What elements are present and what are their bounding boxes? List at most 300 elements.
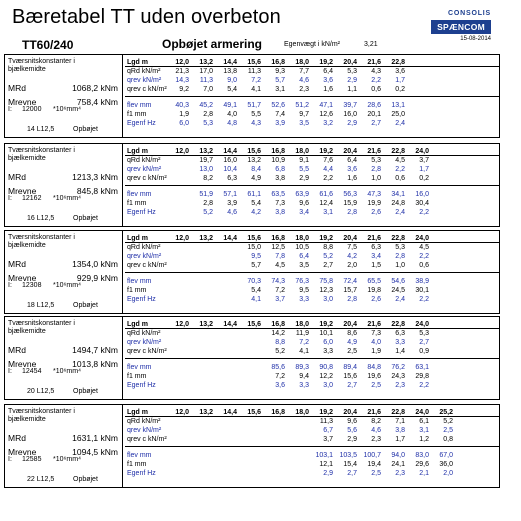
span-length-cell: 18,0: [295, 148, 309, 155]
egenf-label: Egenf Hz: [127, 296, 156, 303]
qrd-cell: 4,3: [371, 68, 381, 75]
inertia-label: I:: [8, 368, 12, 375]
egenf-row: [125, 381, 499, 390]
egenf-cell: 4,1: [251, 296, 261, 303]
inertia-unit: *10⁶mm⁴: [53, 106, 82, 113]
flev-cell: 16,0: [415, 191, 429, 198]
qrd-cell: 5,3: [395, 244, 405, 251]
section-constants-heading: Tværsnitskonstanter i: [8, 58, 75, 65]
qrevc-cell: 4,1: [251, 86, 261, 93]
qrev-row: [125, 165, 499, 174]
qrev-cell: 2,7: [419, 339, 429, 346]
mrevne-value: 1013,8 kNm: [72, 359, 118, 369]
flev-cell: 56,3: [343, 191, 357, 198]
mrd-label: MRd: [8, 172, 26, 182]
qrevc-cell: 2,3: [371, 436, 381, 443]
section-constants-panel: [5, 144, 123, 226]
flev-cell: 34,1: [391, 191, 405, 198]
span-length-cell: 14,4: [223, 59, 237, 66]
span-length-cell: 15,6: [247, 148, 261, 155]
inertia-unit: *10⁶mm⁴: [53, 282, 82, 289]
qrev-cell: 2,5: [443, 427, 453, 434]
qrd-cell: 7,7: [299, 68, 309, 75]
span-length-cell: 22,8: [391, 59, 405, 66]
span-length-cell: 19,2: [319, 148, 333, 155]
f1-cell: 5,4: [251, 287, 261, 294]
egenf-cell: 2,0: [443, 470, 453, 477]
flev-cell: 85,6: [271, 364, 285, 371]
logo-spaencom-text: SPÆNCOM: [431, 20, 491, 34]
qrd-cell: 5,3: [371, 157, 381, 164]
span-length-cell: 25,2: [439, 409, 453, 416]
qrevc-cell: 1,4: [395, 348, 405, 355]
egenf-label: Egenf Hz: [127, 209, 156, 216]
inertia-label: I:: [8, 456, 12, 463]
egenf-cell: 2,2: [419, 209, 429, 216]
qrd-cell: 8,6: [347, 330, 357, 337]
f1-cell: 12,6: [319, 111, 333, 118]
qrd-row: [125, 417, 499, 426]
mrd-label: MRd: [8, 345, 26, 355]
qrd-cell: 19,7: [199, 157, 213, 164]
flev-cell: 63,1: [415, 364, 429, 371]
qrevc-cell: 5,2: [275, 348, 285, 355]
load-values-panel: [125, 231, 499, 313]
qrevc-cell: 0,8: [443, 436, 453, 443]
section-constants-panel: [5, 317, 123, 399]
egenf-cell: 2,7: [371, 120, 381, 127]
span-length-cell: 24,0: [415, 148, 429, 155]
span-length-cell: 18,0: [295, 235, 309, 242]
inertia-unit: *10⁶mm⁴: [53, 456, 82, 463]
inertia-value: 12000: [22, 106, 42, 113]
qrevc-cell: 2,0: [347, 262, 357, 269]
section-constants-panel: [5, 231, 123, 313]
qrev-cell: 2,2: [395, 166, 405, 173]
f1-cell: 7,4: [275, 111, 285, 118]
qrev-cell: 3,6: [347, 166, 357, 173]
flev-cell: 76,3: [295, 278, 309, 285]
group-divider: [125, 185, 499, 186]
qrev-cell: 3,6: [323, 77, 333, 84]
egenf-cell: 2,4: [395, 209, 405, 216]
f1-cell: 36,0: [439, 461, 453, 468]
strand-code: 16 L12,5: [27, 215, 55, 222]
f1-cell: 12,1: [319, 461, 333, 468]
flev-cell: 76,2: [391, 364, 405, 371]
strand-type: Opbøjet: [73, 302, 98, 309]
mrd-label: MRd: [8, 433, 26, 443]
qrev-label: qrev kN/m²: [127, 427, 162, 434]
qrev-row: [125, 252, 499, 261]
span-length-cell: 18,0: [295, 59, 309, 66]
qrev-cell: 7,8: [275, 253, 285, 260]
qrevc-cell: 1,0: [371, 175, 381, 182]
f1-cell: 19,9: [367, 200, 381, 207]
qrev-cell: 5,5: [299, 166, 309, 173]
span-length-cell: 16,8: [271, 235, 285, 242]
egenf-cell: 3,6: [275, 382, 285, 389]
section-constants-panel: [5, 405, 123, 487]
mrd-value: 1494,7 kNm: [72, 345, 118, 355]
qrev-row: [125, 426, 499, 435]
flev-cell: 74,3: [271, 278, 285, 285]
mrevne-label: Mrevne: [8, 359, 37, 369]
egenf-cell: 5,3: [203, 120, 213, 127]
qrd-cell: 5,2: [443, 418, 453, 425]
flev-label: flev mm: [127, 364, 152, 371]
qrevc-cell: 5,7: [251, 262, 261, 269]
egenf-cell: 3,7: [275, 296, 285, 303]
qrevc-row: [125, 435, 499, 444]
qrevc-row: [125, 261, 499, 270]
qrd-cell: 9,6: [347, 418, 357, 425]
mrd-value: 1354,0 kNm: [72, 259, 118, 269]
qrev-cell: 7,2: [251, 77, 261, 84]
qrev-cell: 2,9: [347, 77, 357, 84]
load-values-panel: [125, 144, 499, 226]
qrevc-cell: 0,9: [419, 348, 429, 355]
qrev-cell: 10,4: [223, 166, 237, 173]
egenf-cell: 2,4: [395, 296, 405, 303]
f1-cell: 5,4: [251, 200, 261, 207]
egenf-cell: 3,0: [323, 382, 333, 389]
f1-cell: 19,4: [367, 461, 381, 468]
span-length-cell: 21,6: [367, 148, 381, 155]
qrev-cell: 3,8: [395, 427, 405, 434]
span-length-cell: 21,6: [367, 59, 381, 66]
span-length-label: Lgd m: [127, 321, 148, 328]
qrd-cell: 5,3: [347, 68, 357, 75]
strand-type: Opbøjet: [73, 476, 98, 483]
qrevc-cell: 0,2: [395, 86, 405, 93]
qrev-cell: 7,2: [299, 339, 309, 346]
f1-row: [125, 460, 499, 469]
span-length-cell: 20,4: [343, 235, 357, 242]
span-length-cell: 13,2: [199, 409, 213, 416]
qrev-cell: 11,3: [199, 77, 213, 84]
egenf-cell: 5,2: [203, 209, 213, 216]
qrd-cell: 8,2: [371, 418, 381, 425]
span-length-cell: 16,8: [271, 321, 285, 328]
load-table-block: [4, 316, 500, 400]
qrevc-cell: 6,3: [227, 175, 237, 182]
qrd-row: [125, 156, 499, 165]
span-length-cell: 19,2: [319, 321, 333, 328]
inertia-label: I:: [8, 106, 12, 113]
span-length-cell: 12,0: [175, 59, 189, 66]
span-length-label: Lgd m: [127, 148, 148, 155]
flev-cell: 57,1: [223, 191, 237, 198]
strand-code: 22 L12,5: [27, 476, 55, 483]
qrev-cell: 5,6: [347, 427, 357, 434]
mrd-value: 1631,1 kNm: [72, 433, 118, 443]
flev-cell: 38,9: [415, 278, 429, 285]
qrev-cell: 4,2: [347, 253, 357, 260]
f1-row: [125, 199, 499, 208]
span-length-cell: 12,0: [175, 235, 189, 242]
span-length-cell: 22,8: [391, 409, 405, 416]
qrev-cell: 3,4: [371, 253, 381, 260]
inertia-unit: *10⁶mm⁴: [53, 195, 82, 202]
mrevne-label: Mrevne: [8, 273, 37, 283]
inertia-value: 12162: [22, 195, 42, 202]
mrevne-value: 1094,5 kNm: [72, 447, 118, 457]
span-length-cell: 12,0: [175, 321, 189, 328]
qrevc-cell: 2,5: [347, 348, 357, 355]
qrevc-cell: 1,6: [323, 86, 333, 93]
section-constants-subheading: bjælkemidte: [8, 328, 46, 335]
f1-cell: 12,4: [319, 200, 333, 207]
qrd-cell: 6,3: [371, 244, 381, 251]
qrd-cell: 13,8: [223, 68, 237, 75]
load-values-panel: [125, 55, 499, 137]
flev-row: [125, 277, 499, 286]
inertia-value: 12454: [22, 368, 42, 375]
egenf-cell: 2,4: [395, 120, 405, 127]
qrd-cell: 8,8: [323, 244, 333, 251]
egenf-cell: 3,3: [299, 382, 309, 389]
flev-label: flev mm: [127, 102, 152, 109]
egenf-cell: 2,9: [323, 470, 333, 477]
flev-label: flev mm: [127, 452, 152, 459]
egenf-cell: 3,3: [299, 296, 309, 303]
qrev-cell: 6,8: [275, 166, 285, 173]
qrd-cell: 10,9: [271, 157, 285, 164]
strand-code: 14 L12,5: [27, 126, 55, 133]
f1-cell: 15,7: [343, 287, 357, 294]
qrev-cell: 3,1: [419, 427, 429, 434]
span-length-cell: 18,0: [295, 321, 309, 328]
flev-cell: 90,8: [319, 364, 333, 371]
flev-cell: 103,5: [339, 452, 357, 459]
qrd-cell: 14,2: [271, 330, 285, 337]
span-length-cell: 14,4: [223, 321, 237, 328]
f1-cell: 2,8: [203, 111, 213, 118]
egenf-cell: 4,6: [227, 209, 237, 216]
mrevne-value: 758,4 kNm: [76, 97, 118, 107]
section-constants-subheading: bjælkemidte: [8, 242, 46, 249]
egenf-cell: 3,8: [275, 209, 285, 216]
qrd-cell: 9,3: [275, 68, 285, 75]
qrev-cell: 1,7: [419, 166, 429, 173]
qrd-cell: 6,3: [395, 330, 405, 337]
qrevc-cell: 4,5: [275, 262, 285, 269]
qrev-label: qrev kN/m²: [127, 339, 162, 346]
span-length-cell: 14,4: [223, 409, 237, 416]
qrev-cell: 9,0: [227, 77, 237, 84]
flev-cell: 47,1: [319, 102, 333, 109]
flev-cell: 89,4: [343, 364, 357, 371]
f1-cell: 9,7: [299, 111, 309, 118]
f1-cell: 15,6: [343, 373, 357, 380]
mrevne-value: 845,8 kNm: [76, 186, 118, 196]
egenf-cell: 2,3: [395, 470, 405, 477]
egenf-cell: 3,2: [323, 120, 333, 127]
qrd-cell: 15,0: [247, 244, 261, 251]
span-length-cell: 15,6: [247, 321, 261, 328]
qrd-cell: 11,3: [247, 68, 261, 75]
qrd-cell: 6,4: [323, 68, 333, 75]
f1-label: f1 mm: [127, 373, 147, 380]
qrd-cell: 5,3: [419, 330, 429, 337]
strand-code: 20 L12,5: [27, 388, 55, 395]
flev-cell: 49,1: [223, 102, 237, 109]
span-length-cell: 21,6: [367, 409, 381, 416]
strand-code: 18 L12,5: [27, 302, 55, 309]
f1-cell: 1,9: [179, 111, 189, 118]
span-length-cell: 19,2: [319, 235, 333, 242]
f1-cell: 16,0: [343, 111, 357, 118]
span-length-cell: 16,8: [271, 409, 285, 416]
f1-row: [125, 286, 499, 295]
qrd-cell: 21,3: [175, 68, 189, 75]
egenf-cell: 3,9: [275, 120, 285, 127]
flev-label: flev mm: [127, 191, 152, 198]
qrd-cell: 3,6: [395, 68, 405, 75]
flev-cell: 61,6: [319, 191, 333, 198]
mrd-value: 1068,2 kNm: [72, 83, 118, 93]
span-length-cell: 21,6: [367, 321, 381, 328]
qrev-label: qrev kN/m²: [127, 77, 162, 84]
strand-type: Opbøjet: [73, 126, 98, 133]
qrevc-row: [125, 174, 499, 183]
qrevc-cell: 7,0: [203, 86, 213, 93]
f1-cell: 20,1: [367, 111, 381, 118]
qrevc-cell: 0,6: [419, 262, 429, 269]
egenf-cell: 3,4: [299, 209, 309, 216]
flev-cell: 103,1: [315, 452, 333, 459]
f1-cell: 30,4: [415, 200, 429, 207]
span-length-cell: 16,8: [271, 148, 285, 155]
span-length-cell: 13,2: [199, 321, 213, 328]
qrevc-label: qrev c kN/m²: [127, 86, 167, 93]
flev-cell: 61,1: [247, 191, 261, 198]
qrev-cell: 2,8: [395, 253, 405, 260]
qrevc-cell: 0,2: [419, 175, 429, 182]
flev-cell: 51,9: [199, 191, 213, 198]
qrevc-cell: 2,2: [323, 175, 333, 182]
qrev-label: qrev kN/m²: [127, 253, 162, 260]
egenf-cell: 2,2: [419, 296, 429, 303]
flev-cell: 39,7: [343, 102, 357, 109]
span-length-cell: 22,8: [391, 148, 405, 155]
qrd-cell: 16,0: [223, 157, 237, 164]
f1-cell: 24,5: [391, 287, 405, 294]
qrevc-cell: 5,4: [227, 86, 237, 93]
qrd-label: qRd kN/m²: [127, 330, 161, 337]
qrev-cell: 2,2: [371, 77, 381, 84]
qrd-cell: 11,9: [295, 330, 309, 337]
section-constants-heading: Tværsnitskonstanter i: [8, 147, 75, 154]
section-constants-subheading: bjælkemidte: [8, 416, 46, 423]
mrd-label: MRd: [8, 83, 26, 93]
qrevc-cell: 3,5: [299, 262, 309, 269]
f1-cell: 9,6: [299, 200, 309, 207]
flev-cell: 47,3: [367, 191, 381, 198]
consolis-spaencom-logo: [423, 10, 491, 35]
flev-label: flev mm: [127, 278, 152, 285]
span-length-cell: 15,6: [247, 409, 261, 416]
egenf-cell: 2,5: [371, 470, 381, 477]
load-table-block: [4, 54, 500, 138]
egenf-cell: 6,0: [179, 120, 189, 127]
section-constants-heading: Tværsnitskonstanter i: [8, 408, 75, 415]
span-length-cell: 21,6: [367, 235, 381, 242]
span-length-cell: 12,0: [175, 148, 189, 155]
egenf-row: [125, 469, 499, 478]
qrd-cell: 7,5: [347, 244, 357, 251]
egenf-cell: 4,8: [227, 120, 237, 127]
section-constants-heading: Tværsnitskonstanter i: [8, 234, 75, 241]
f1-cell: 19,6: [367, 373, 381, 380]
egenf-label: Egenf Hz: [127, 470, 156, 477]
flev-row: [125, 101, 499, 110]
f1-cell: 29,8: [415, 373, 429, 380]
qrevc-cell: 2,9: [347, 436, 357, 443]
qrevc-row: [125, 85, 499, 94]
flev-row: [125, 451, 499, 460]
logo-consolis-text: CONSOLIS: [448, 10, 491, 17]
qrevc-cell: 2,3: [299, 86, 309, 93]
mrevne-label: Mrevne: [8, 447, 37, 457]
f1-cell: 25,0: [391, 111, 405, 118]
qrevc-cell: 1,7: [395, 436, 405, 443]
qrevc-label: qrev c kN/m²: [127, 436, 167, 443]
qrevc-cell: 3,3: [323, 348, 333, 355]
egenf-cell: 2,6: [371, 296, 381, 303]
f1-cell: 24,3: [391, 373, 405, 380]
flev-cell: 100,7: [363, 452, 381, 459]
qrev-cell: 2,2: [419, 253, 429, 260]
qrevc-cell: 2,9: [299, 175, 309, 182]
egenf-cell: 3,0: [323, 296, 333, 303]
qrev-cell: 4,4: [323, 166, 333, 173]
f1-cell: 12,2: [319, 373, 333, 380]
f1-cell: 3,9: [227, 200, 237, 207]
span-length-cell: 19,2: [319, 409, 333, 416]
load-table-block: [4, 404, 500, 488]
qrev-cell: 6,4: [299, 253, 309, 260]
f1-cell: 9,4: [299, 373, 309, 380]
load-table-block: [4, 143, 500, 227]
section-constants-subheading: bjælkemidte: [8, 66, 46, 73]
inertia-value: 12585: [22, 456, 42, 463]
span-length-cell: 20,4: [343, 321, 357, 328]
model-name: TT60/240: [22, 38, 74, 52]
qrevc-cell: 3,7: [323, 436, 333, 443]
egenf-label: Egenf Hz: [127, 382, 156, 389]
flev-cell: 63,9: [295, 191, 309, 198]
qrd-cell: 7,3: [371, 330, 381, 337]
egenf-cell: 2,8: [347, 296, 357, 303]
section-constants-heading: Tværsnitskonstanter i: [8, 320, 75, 327]
page-title: Bæretabel TT uden overbeton: [12, 6, 281, 28]
qrevc-cell: 1,0: [395, 262, 405, 269]
f1-row: [125, 372, 499, 381]
qrd-cell: 17,0: [199, 68, 213, 75]
qrevc-cell: 1,1: [347, 86, 357, 93]
f1-cell: 29,6: [415, 461, 429, 468]
qrev-cell: 3,3: [395, 339, 405, 346]
qrevc-cell: 1,5: [371, 262, 381, 269]
load-values-panel: [125, 317, 499, 399]
span-length-cell: 24,0: [415, 321, 429, 328]
f1-cell: 2,8: [203, 200, 213, 207]
qrd-cell: 6,1: [419, 418, 429, 425]
group-divider: [125, 358, 499, 359]
span-length-cell: 12,0: [175, 409, 189, 416]
